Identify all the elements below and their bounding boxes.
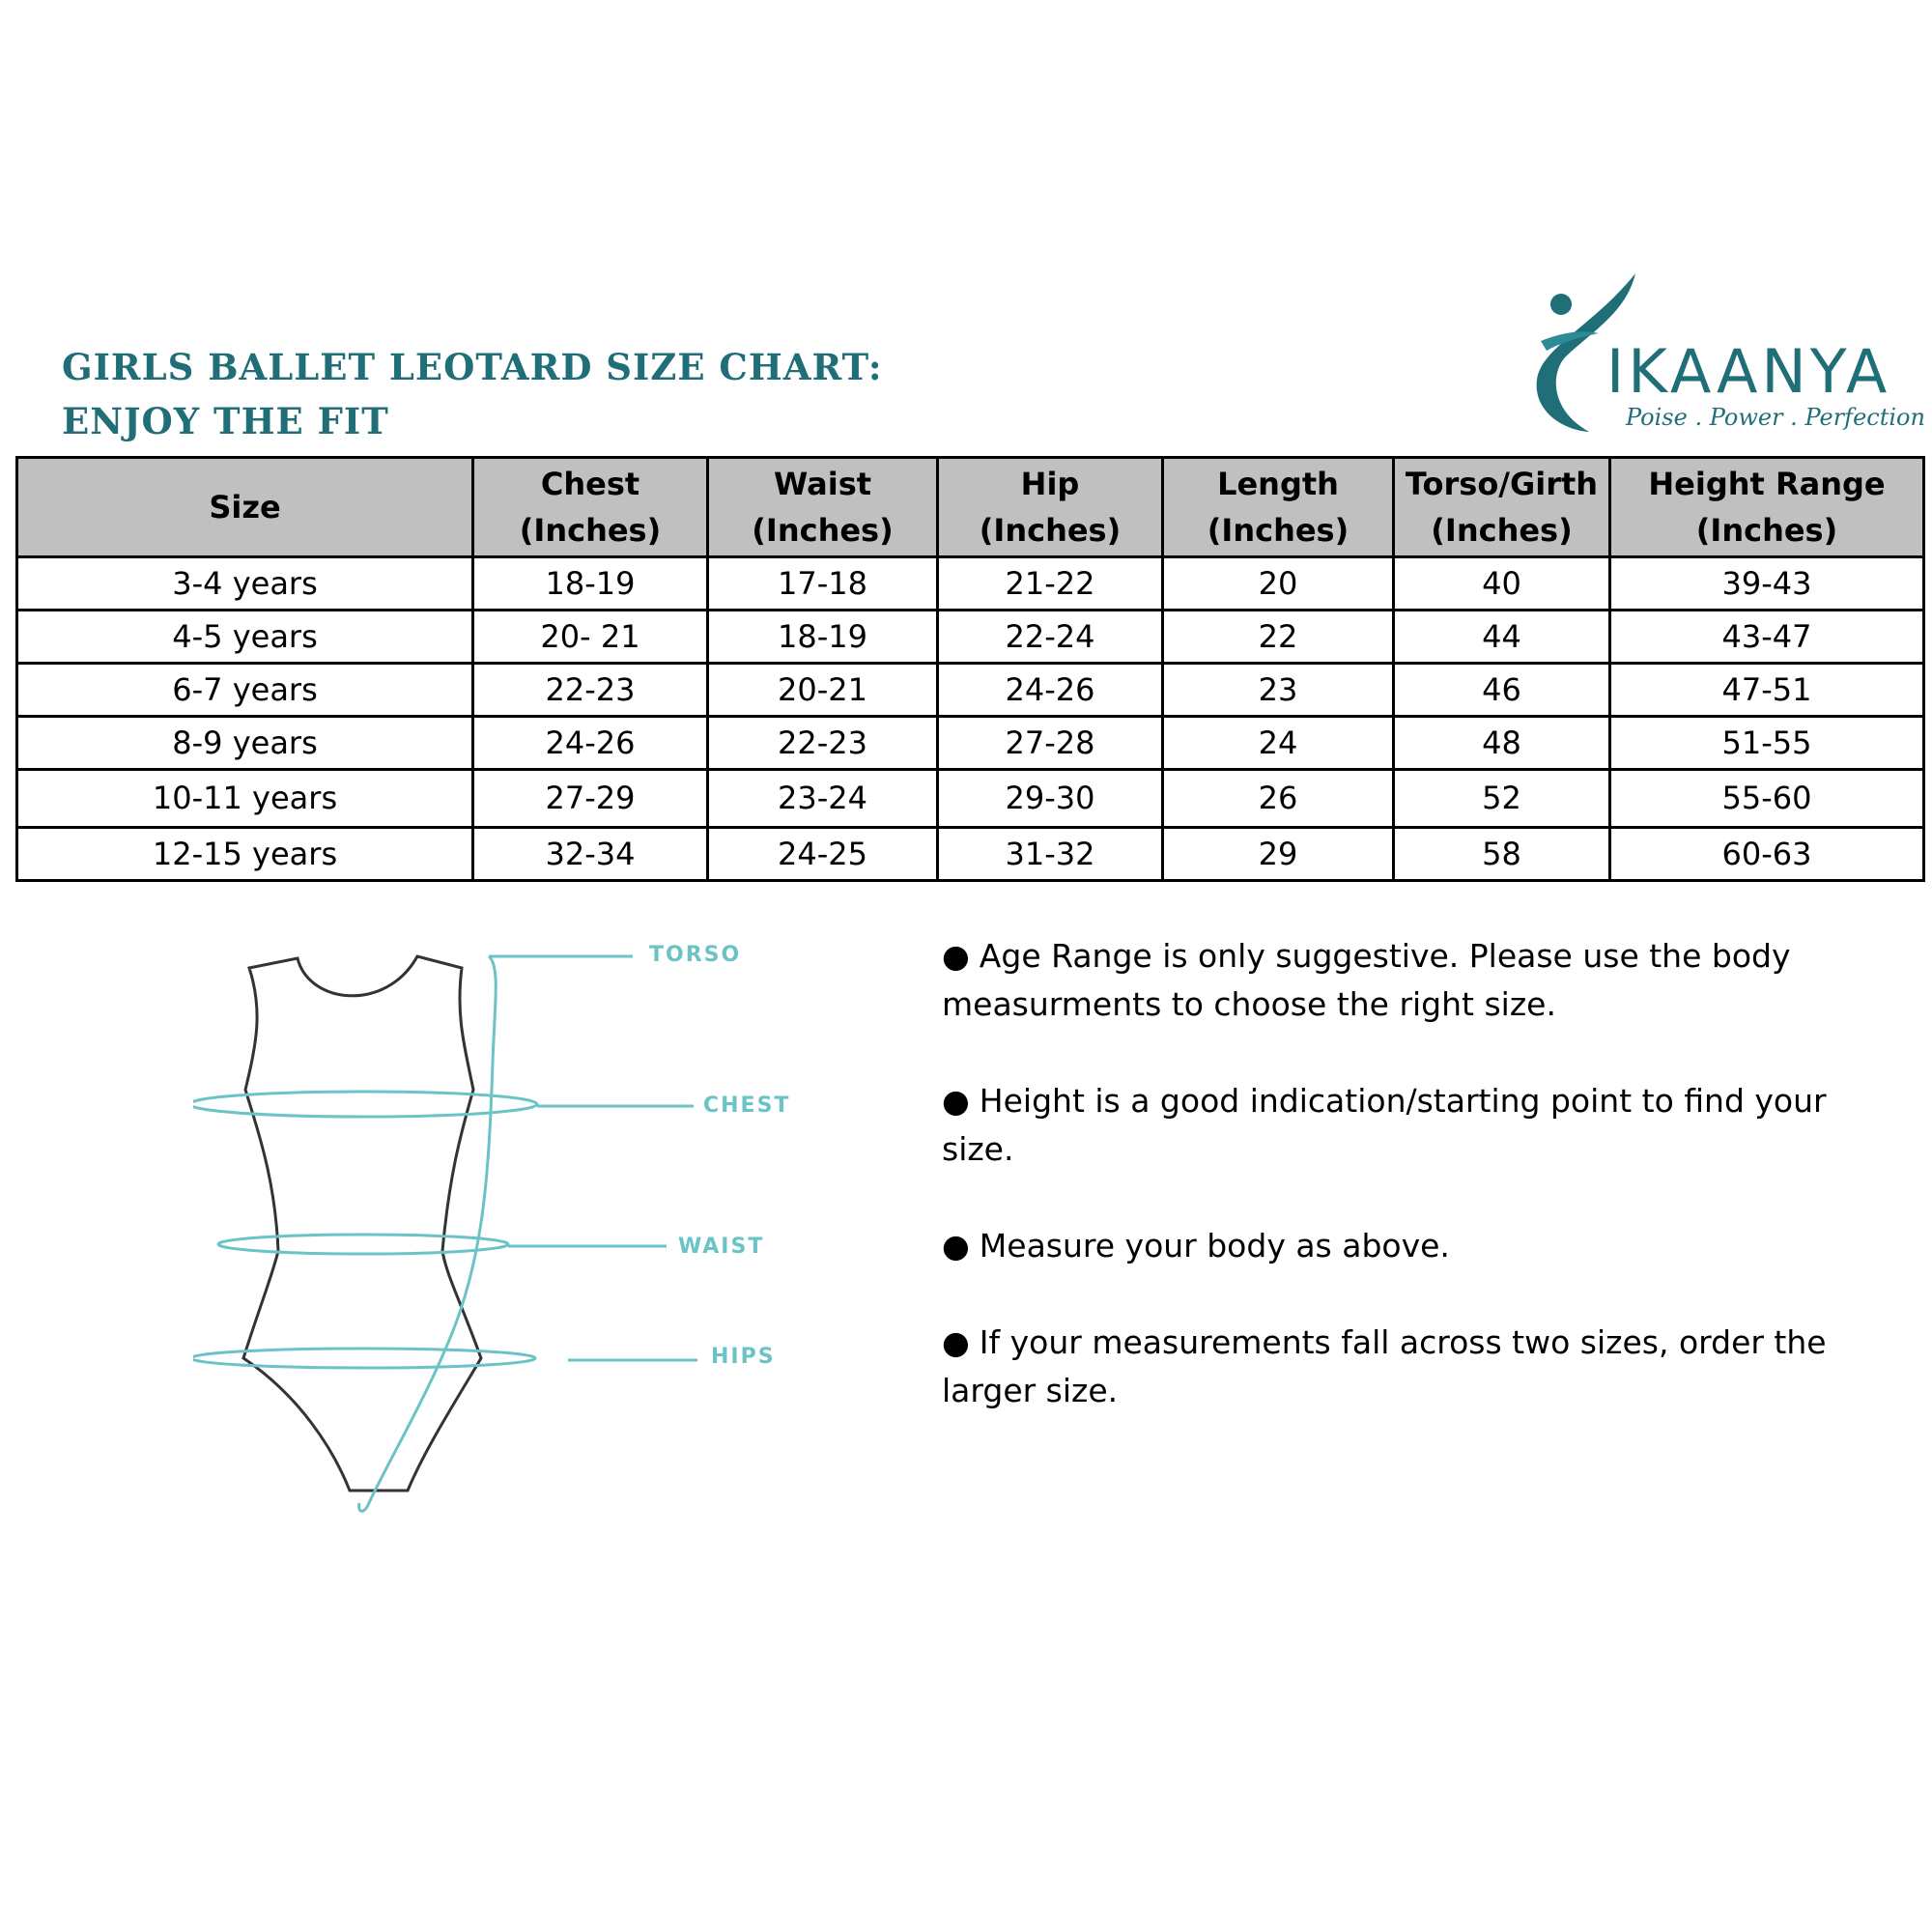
leotard-measurement-diagram (193, 927, 831, 1526)
header-torso-girth: Torso/Girth (Inches) (1394, 458, 1610, 557)
title-line-2: ENJOY THE FIT (62, 400, 389, 442)
label-waist: WAIST (678, 1235, 765, 1259)
cell-height-range: 60-63 (1610, 828, 1924, 881)
cell-size: 4-5 years (17, 611, 473, 664)
table-row (17, 664, 1924, 717)
table-row (17, 770, 1924, 828)
label-hips: HIPS (711, 1345, 776, 1369)
brand-tagline: Poise . Power . Perfection (1626, 404, 1925, 431)
cell-height-range: 39-43 (1610, 557, 1924, 611)
table-row (17, 611, 1924, 664)
bullet-icon: ● (942, 1323, 970, 1361)
cell-hip: 31-32 (938, 828, 1163, 881)
cell-size: 8-9 years (17, 717, 473, 770)
cell-length: 24 (1163, 717, 1394, 770)
table-row (17, 828, 1924, 881)
cell-chest: 27-29 (473, 770, 708, 828)
cell-waist: 23-24 (708, 770, 938, 828)
list-item: ● If your measurements fall across two sizes, order the larger size. (942, 1323, 1827, 1409)
cell-hip: 27-28 (938, 717, 1163, 770)
bullet-icon: ● (942, 937, 970, 975)
cell-hip: 24-26 (938, 664, 1163, 717)
cell-waist: 18-19 (708, 611, 938, 664)
cell-height-range: 47-51 (1610, 664, 1924, 717)
cell-torso-girth: 58 (1394, 828, 1610, 881)
label-chest: CHEST (703, 1094, 791, 1118)
cell-length: 26 (1163, 770, 1394, 828)
header-waist: Waist (Inches) (708, 458, 938, 557)
cell-waist: 20-21 (708, 664, 938, 717)
cell-torso-girth: 40 (1394, 557, 1610, 611)
cell-torso-girth: 44 (1394, 611, 1610, 664)
list-item: ● Measure your body as above. (942, 1227, 1450, 1264)
list-item: ● Height is a good indication/starting point to find your size. (942, 1082, 1827, 1168)
cell-waist: 22-23 (708, 717, 938, 770)
cell-chest: 24-26 (473, 717, 708, 770)
cell-torso-girth: 46 (1394, 664, 1610, 717)
cell-chest: 20- 21 (473, 611, 708, 664)
cell-height-range: 51-55 (1610, 717, 1924, 770)
brand-logo (1521, 266, 1925, 440)
header-height-range: Height Range (Inches) (1610, 458, 1924, 557)
title-line-1: GIRLS BALLET LEOTARD SIZE CHART: (62, 346, 883, 388)
header-length: Length (Inches) (1163, 458, 1394, 557)
table-row (17, 557, 1924, 611)
page-title (62, 340, 883, 448)
bullet-icon: ● (942, 1082, 970, 1120)
cell-hip: 29-30 (938, 770, 1163, 828)
cell-size: 3-4 years (17, 557, 473, 611)
cell-chest: 22-23 (473, 664, 708, 717)
cell-size: 6-7 years (17, 664, 473, 717)
table-row (17, 717, 1924, 770)
cell-hip: 21-22 (938, 557, 1163, 611)
table-header-row (17, 458, 1924, 557)
brand-name: IKAANYA (1606, 336, 1891, 407)
cell-length: 20 (1163, 557, 1394, 611)
size-chart-table (15, 456, 1925, 882)
cell-waist: 24-25 (708, 828, 938, 881)
bullet-icon: ● (942, 1227, 970, 1264)
cell-waist: 17-18 (708, 557, 938, 611)
cell-size: 10-11 years (17, 770, 473, 828)
list-item: ● Age Range is only suggestive. Please use the body measurments to choose the right size. (942, 937, 1791, 1023)
cell-height-range: 55-60 (1610, 770, 1924, 828)
label-torso: TORSO (649, 943, 742, 967)
cell-height-range: 43-47 (1610, 611, 1924, 664)
leotard-outline-icon (193, 927, 831, 1526)
cell-length: 23 (1163, 664, 1394, 717)
cell-chest: 18-19 (473, 557, 708, 611)
cell-length: 22 (1163, 611, 1394, 664)
cell-torso-girth: 48 (1394, 717, 1610, 770)
cell-torso-girth: 52 (1394, 770, 1610, 828)
cell-hip: 22-24 (938, 611, 1163, 664)
cell-length: 29 (1163, 828, 1394, 881)
cell-size: 12-15 years (17, 828, 473, 881)
header-hip: Hip (Inches) (938, 458, 1163, 557)
sizing-notes (942, 932, 1869, 1463)
header-chest: Chest (Inches) (473, 458, 708, 557)
header-size: Size (17, 458, 473, 557)
cell-chest: 32-34 (473, 828, 708, 881)
